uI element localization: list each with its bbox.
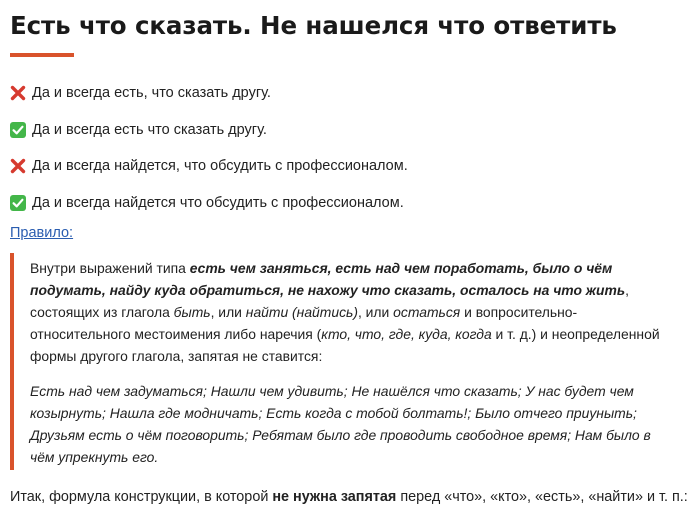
green-check-icon xyxy=(10,195,26,211)
example-text: Да и всегда найдется что обсудить с профессионалом. xyxy=(32,194,404,211)
example-text: Да и всегда есть, что сказать другу. xyxy=(32,85,271,102)
example-wrong xyxy=(10,148,690,185)
example-wrong xyxy=(10,75,690,112)
rule-term: найти (найтись) xyxy=(245,304,358,320)
rule-text: Внутри выражений типа xyxy=(30,260,190,276)
examples-list xyxy=(10,75,690,221)
example-correct xyxy=(10,112,690,149)
title-underline xyxy=(10,53,74,57)
rule-term: кто, что, где, куда, когда xyxy=(321,326,492,342)
rule-paragraph xyxy=(30,253,668,367)
rule-quote xyxy=(10,253,674,470)
rule-text: , состоящих из глагола xyxy=(30,282,629,320)
red-cross-icon xyxy=(10,158,26,174)
example-text: Да и всегда есть что сказать другу. xyxy=(32,121,267,138)
page-title: Есть что сказать. Не нашелся что ответить xyxy=(10,11,617,40)
conclusion-emphasis: не нужна запятая xyxy=(272,489,397,505)
rule-text: , или xyxy=(357,304,394,320)
conclusion-paragraph xyxy=(10,489,690,505)
rule-examples: Есть над чем задуматься; Нашли чем удивить; Не нашёлся что сказать; У нас будет чем козырнуть; Нашла где модничать; Есть когда с тобой болтать!; Было отчего приуныть; Друзьям есть о чём поговорить; Ребятам было где проводить свободное время; Нам было в чём упрекнуть его. xyxy=(30,383,651,465)
rule-text: и вопросительно-относительного местоимения либо наречия ( xyxy=(30,304,578,342)
rule-term: быть xyxy=(173,304,211,320)
conclusion-text: Итак, формула конструкции, в которой xyxy=(10,489,273,505)
example-text: Да и всегда найдется, что обсудить с профессионалом. xyxy=(32,158,408,175)
green-check-icon xyxy=(10,122,26,138)
rule-text: , или xyxy=(210,304,246,320)
example-correct xyxy=(10,185,690,222)
rule-text: и т. д.) и неопределенной формы другого глагола, запятая не ставится: xyxy=(30,326,660,364)
rule-expressions: есть чем заняться, есть над чем поработать, было о чём подумать, найду куда обратиться, не нахожу что сказать, осталось на что жить xyxy=(30,260,626,298)
rule-link[interactable]: Правило: xyxy=(10,225,74,241)
rule-term: остаться xyxy=(393,304,461,320)
conclusion-text: перед «что», «кто», «есть», «найти» и т. п.: xyxy=(396,489,688,505)
red-cross-icon xyxy=(10,85,26,101)
